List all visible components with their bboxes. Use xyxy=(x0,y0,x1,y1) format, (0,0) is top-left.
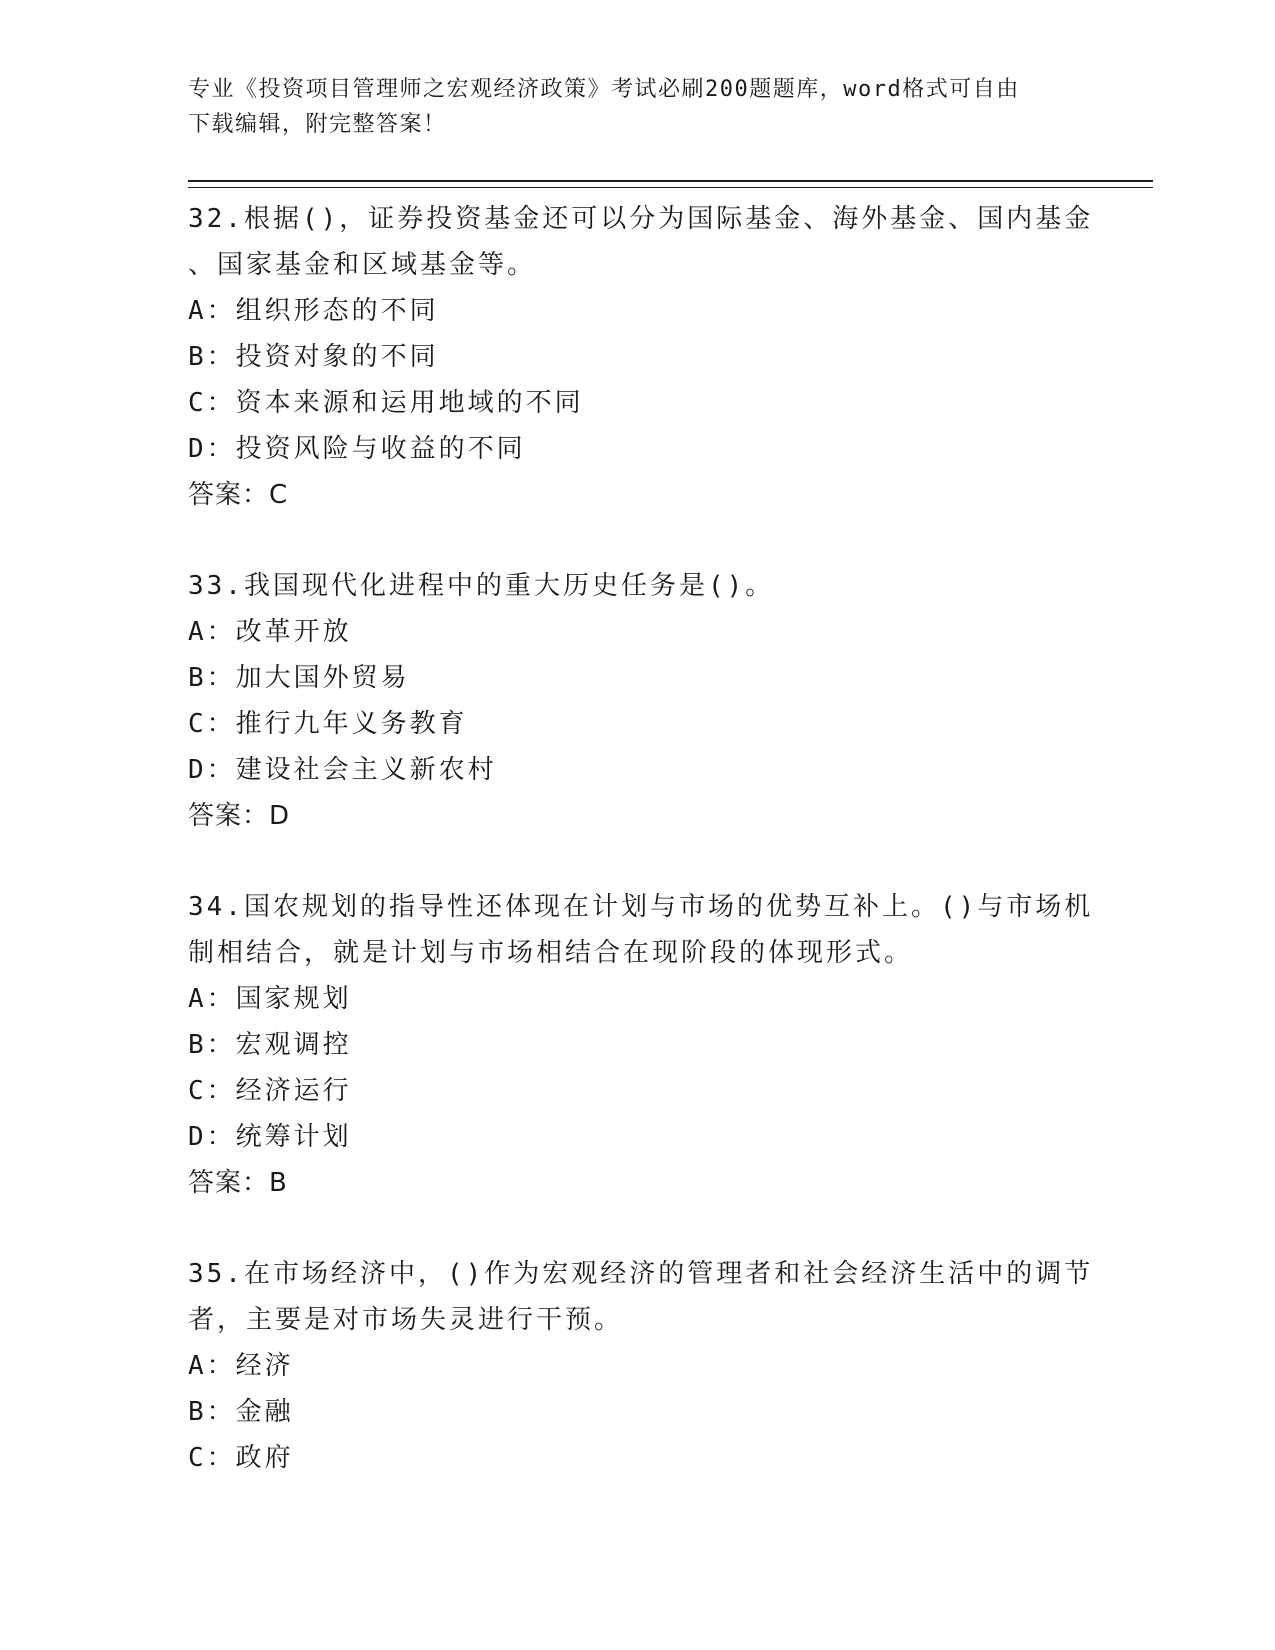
question-stem xyxy=(188,1251,1153,1343)
answer: 答案：B xyxy=(188,1168,288,1198)
option-d: D：投资风险与收益的不同 xyxy=(188,434,526,464)
option-c: C：政府 xyxy=(188,1443,294,1473)
question-stem xyxy=(188,884,1153,976)
question-stem xyxy=(188,196,1153,288)
option-a: A：组织形态的不同 xyxy=(188,296,439,326)
header-line-1: 专业《投资项目管理师之宏观经济政策》考试必刷200题题库，word格式可自由 xyxy=(188,77,1020,102)
question-stem-line-1: 34.国农规划的指导性还体现在计划与市场的优势互补上。()与市场机 xyxy=(188,892,1094,922)
option-b: B：金融 xyxy=(188,1397,294,1427)
option-d: D：建设社会主义新农村 xyxy=(188,755,497,785)
spacer xyxy=(188,1206,1153,1251)
question-35 xyxy=(188,1251,1153,1481)
question-stem-line-1: 35.在市场经济中，()作为宏观经济的管理者和社会经济生活中的调节 xyxy=(188,1259,1094,1289)
question-34 xyxy=(188,884,1153,1206)
option-c: C：经济运行 xyxy=(188,1076,352,1106)
question-32 xyxy=(188,196,1153,518)
option-a: A：国家规划 xyxy=(188,984,352,1014)
question-stem-line-2: 者，主要是对市场失灵进行干预。 xyxy=(188,1305,624,1335)
option-b: B：宏观调控 xyxy=(188,1030,352,1060)
option-b: B：投资对象的不同 xyxy=(188,342,439,372)
document-header xyxy=(188,72,1153,142)
header-line-2: 下载编辑，附完整答案！ xyxy=(188,112,447,137)
option-c: C：推行九年义务教育 xyxy=(188,709,468,739)
option-a: A：经济 xyxy=(188,1351,294,1381)
document-page xyxy=(188,72,1153,1481)
question-stem: 33.我国现代化进程中的重大历史任务是()。 xyxy=(188,571,775,601)
option-d: D：统筹计划 xyxy=(188,1122,352,1152)
option-a: A：改革开放 xyxy=(188,617,352,647)
question-33 xyxy=(188,563,1153,839)
option-b: B：加大国外贸易 xyxy=(188,663,410,693)
question-stem-line-2: 制相结合，就是计划与市场相结合在现阶段的体现形式。 xyxy=(188,938,914,968)
question-stem-line-1: 32.根据()，证券投资基金还可以分为国际基金、海外基金、国内基金 xyxy=(188,204,1094,234)
answer: 答案：C xyxy=(188,480,289,510)
header-divider xyxy=(188,180,1153,188)
option-c: C：资本来源和运用地域的不同 xyxy=(188,388,584,418)
answer: 答案：D xyxy=(188,801,291,831)
spacer xyxy=(188,839,1153,884)
spacer xyxy=(188,518,1153,563)
question-stem-line-2: 、国家基金和区域基金等。 xyxy=(188,250,537,280)
